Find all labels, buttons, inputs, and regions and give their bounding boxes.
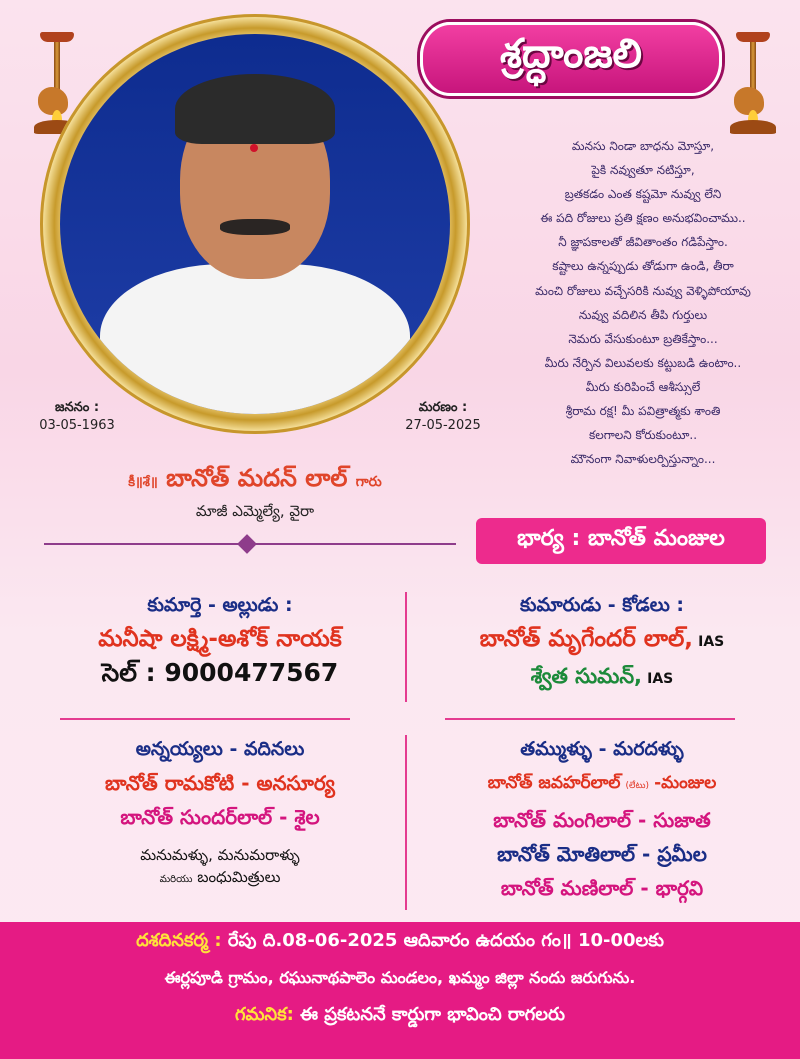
page-title: శ్రద్ధాంజలి — [500, 31, 642, 77]
name-suffix: గారు — [355, 474, 382, 490]
younger-brothers-heading: తమ్ముళ్ళు - మరదళ్ళు — [520, 738, 684, 760]
deceased-name-block — [40, 464, 470, 524]
wife-name: బానోత్ మంజుల — [587, 526, 725, 551]
birth-label: జననం : — [54, 400, 100, 415]
elder-brother-row: బానోత్ సుందర్‌లాల్ - శైల — [120, 805, 320, 829]
elder-brothers-block — [40, 732, 400, 891]
poem-line: నెమరు వేసుకుంటూ బ్రతికేస్తాం... — [568, 331, 718, 346]
poem-line: శ్రీరామ రక్ష! మీ పవిత్రాత్మకు శాంతి — [565, 404, 721, 419]
column-divider — [405, 592, 407, 702]
son-heading: కుమారుడు - కోడలు : — [519, 594, 685, 616]
late-note: (లేటు) — [625, 781, 650, 791]
note-label: గమనిక: — [235, 1004, 294, 1025]
daughter-in-law-row — [412, 659, 792, 696]
row-divider — [445, 718, 735, 720]
younger-brother-row — [412, 766, 792, 803]
and-word: మరియు — [159, 874, 193, 885]
younger-brother-spouse: -మంజుల — [654, 773, 717, 793]
younger-brother-row: బానోత్ మంగిలాల్ - సుజాత — [493, 808, 711, 832]
poem-line: మనసు నిండా బాధను మోస్తూ, — [571, 139, 715, 153]
poem-line: మీరు కురిపించే ఆశీస్సులే — [585, 379, 701, 394]
ceremony-date: రేపు ది.08-06-2025 ఆదివారం ఉదయం గం॥ 10-00లకు — [227, 930, 664, 951]
deceased-designation: మాజీ ఎమ్మెల్యే, వైరా — [195, 502, 315, 520]
son-name-row — [412, 622, 792, 659]
younger-brother-row: బానోత్ మణిలాల్ - భార్గవి — [500, 876, 704, 900]
tribute-poem — [478, 134, 800, 471]
poem-line: నీ జ్ఞాపకాలతో జీవితాంతం గడిపేస్తాం. — [558, 235, 728, 250]
birth-date: 03-05-1963 — [39, 418, 115, 433]
ceremony-label: దశదినకర్మ : — [136, 930, 222, 951]
ceremony-line — [0, 930, 800, 955]
elder-brothers-heading: అన్నయ్యలు - వదినలు — [135, 738, 305, 760]
poem-line: మౌనంగా నివాళులర్పిస్తున్నాం... — [570, 452, 716, 467]
relatives: బంధుమిత్రులు — [197, 868, 281, 886]
son-suffix: IAS — [698, 634, 725, 650]
cell-value: 9000477567 — [164, 658, 339, 687]
poem-line: బ్రతకడం ఎంత కష్టమో నువ్వు లేని — [564, 187, 722, 202]
portrait-photo — [60, 34, 450, 414]
poem-line: మంచి రోజులు వచ్చేసరికి నువ్వు వెళ్ళిపోయావు — [535, 283, 751, 298]
daughter-block — [40, 588, 400, 690]
poem-line: పైకి నవ్వుతూ నటిస్తూ, — [591, 163, 695, 178]
poem-line: కష్టాలు ఉన్నప్పుడు తోడుగా ఉండి, తీరా — [552, 259, 734, 274]
birth-date-block — [22, 400, 132, 433]
wife-label: భార్య : — [517, 526, 581, 551]
row-divider — [60, 718, 350, 720]
relatives-line — [40, 866, 400, 891]
daughter-in-law-name: శ్వేత సుమన్, — [530, 664, 643, 688]
note-line — [0, 1004, 800, 1029]
son-name: బానోత్ మృగేందర్ లాల్, — [479, 626, 694, 652]
column-divider — [405, 735, 407, 910]
oil-lamp-right-icon — [728, 32, 778, 142]
poem-line: మీరు నేర్పిన విలువలకు కట్టుబడి ఉంటాం.. — [544, 355, 742, 370]
death-date: 27-05-2025 — [405, 418, 481, 433]
poem-line: కలగాలని కోరుకుంటూ.. — [588, 428, 698, 443]
deceased-name: బానోత్ మదన్ లాల్ — [166, 464, 348, 492]
younger-brother-name: బానోత్ జవహర్‌లాల్ — [487, 773, 621, 793]
younger-brothers-block — [412, 732, 792, 905]
cell-label: సెల్ : — [101, 658, 156, 687]
ceremony-venue: ఈర్లపూడి గ్రామం, రఘునాథపాలెం మండలం, ఖమ్మం జిల్లా నందు జరుగును. — [164, 968, 636, 987]
daughter-names: మనీషా లక్ష్మి-అశోక్ నాయక్ — [98, 626, 342, 652]
cell-number — [40, 656, 400, 690]
footer-banner — [0, 922, 800, 1059]
poem-line: నువ్వు వదిలిన తీపి గుర్తులు — [578, 307, 708, 322]
daughter-in-law-suffix: IAS — [647, 671, 674, 687]
name-prefix: కీ॥శే॥ — [128, 475, 158, 490]
divider-ornament — [44, 540, 456, 548]
death-label: మరణం : — [418, 400, 468, 415]
daughter-heading: కుమార్తె - అల్లుడు : — [147, 594, 293, 616]
younger-brother-row: బానోత్ మోతిలాల్ - ప్రమీల — [497, 842, 707, 866]
note-text: ఈ ప్రకటననే కార్డుగా భావించి రాగలరు — [300, 1004, 565, 1025]
son-block — [412, 588, 792, 696]
elder-brother-row: బానోత్ రామకోటి - అనసూర్య — [105, 771, 335, 795]
wife-banner — [476, 518, 766, 564]
death-date-block — [388, 400, 498, 433]
grandchildren: మనుమళ్ళు, మనుమరాళ్ళు — [140, 846, 300, 864]
poem-line: ఈ పది రోజులు ప్రతి క్షణం అనుభవించాము.. — [540, 211, 746, 226]
title-banner — [420, 22, 722, 96]
